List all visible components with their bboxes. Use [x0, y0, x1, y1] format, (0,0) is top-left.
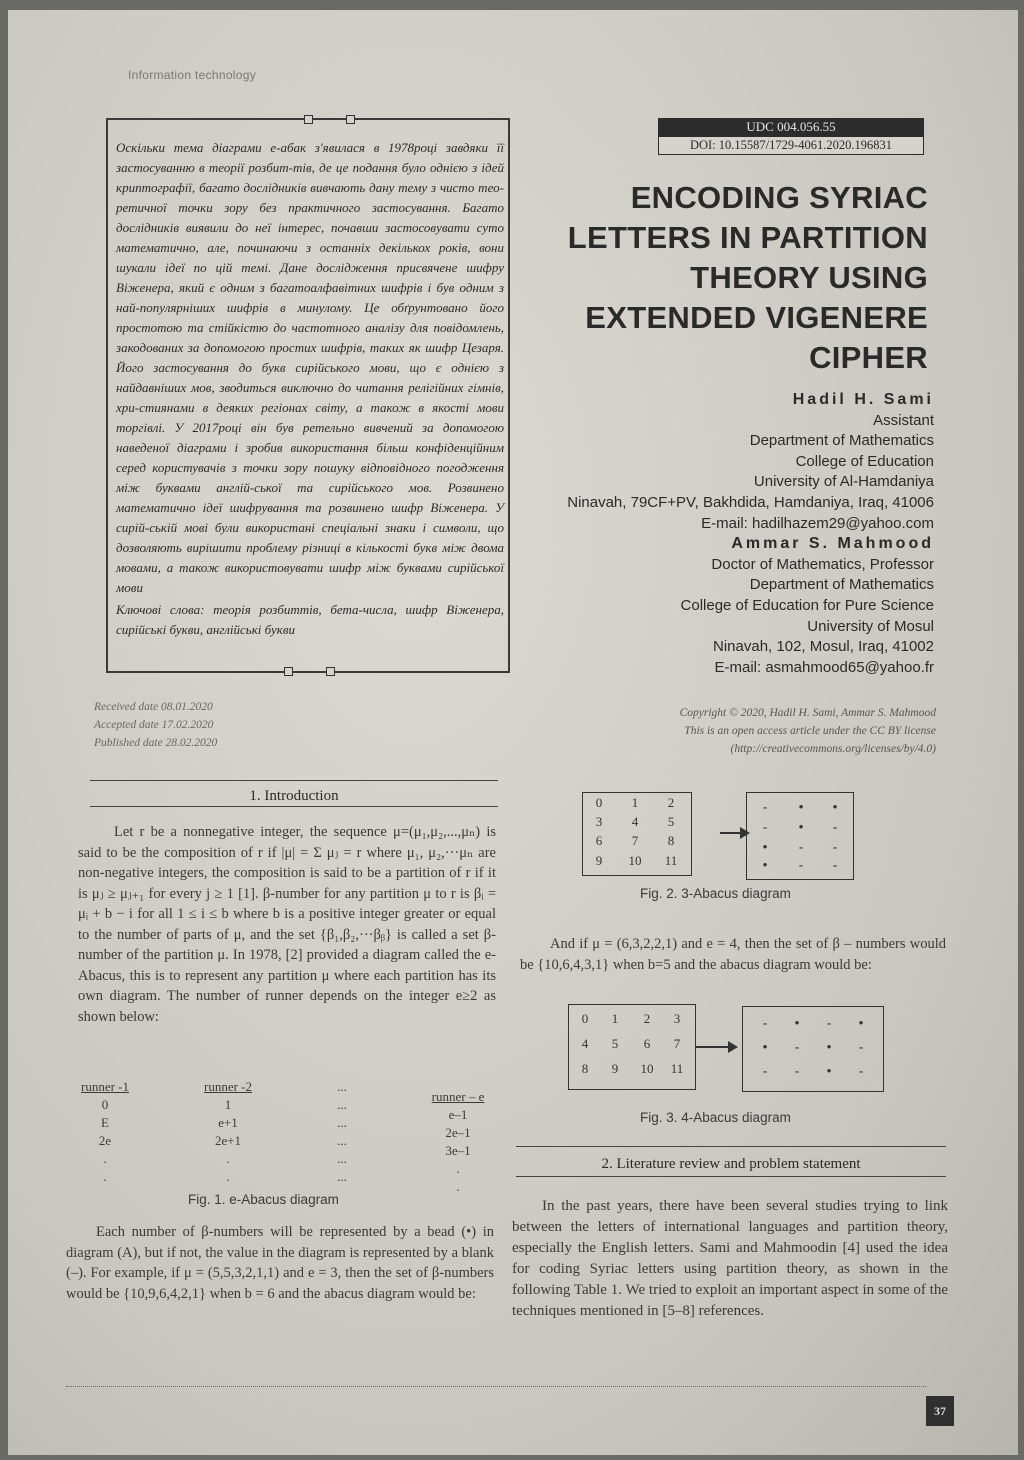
grid-cell: 2 — [643, 1011, 651, 1026]
author-email[interactable]: E-mail: hadilhazem29@yahoo.com — [701, 514, 934, 532]
divider — [516, 1176, 946, 1177]
abstract-text — [116, 138, 504, 640]
abacus-bead: • — [762, 839, 768, 854]
grid-cell: 10 — [640, 1061, 654, 1076]
lit-paragraph: In the past years, there have been several studies trying to link between the letters of international languages and partition theory, especially the English letters. Sami and Mahmoodin [4] used the idea for coding Syriac letters using partition theory, as shown in the following Table 1. We tried to exploit an important aspect in some of the techniques mentioned in [5–8] references. — [512, 1198, 948, 1319]
author-address: Ninavah, 79CF+PV, Bakhdida, Hamdaniya, Iraq, 41006 — [567, 493, 934, 511]
intro-paragraph: Let r be a nonnegative integer, the sequence μ=(μ₁,μ₂,...,μₙ) is said to be the composition of r if |μ| = Σ μⱼ = r where μ₁, μ₂,···μₙ are non-negative integers, the composition is said to be a partition of r if it is μⱼ ≥ μⱼ₊₁ for every j ≥ 1 [1]. β-number for any partition μ to r is βᵢ = μᵢ + b − i for all 1 ≤ i ≤ b where b is a positive integer greater or equal to the number of parts of μ, and the set {β₁,β₂,···βᵦ} is called a set β-number of the partition μ. In 1978, [2] provided a diagram called the e-Abacus, this is to represent any partition μ where each partition has its own diagram. The number of runner depends on the integer e≥2 as shown below: — [78, 824, 496, 1025]
author-department: Department of Mathematics — [749, 432, 934, 450]
intro-paragraph-2: Each number of β-numbers will be represented by a bead (•) in diagram (A), but if not, the value in the diagram is represented by a blank (–). For example, if μ = (5,5,3,2,1,1) and e = 3, then the set of β-numbers would be {10,9,6,4,2,1} when b = 6 and the abacus diagram would be: — [66, 1224, 494, 1302]
udc-box — [658, 118, 924, 155]
runner-cell: e–1 — [448, 1107, 468, 1122]
fig3-caption: Fig. 3. 4-Abacus diagram — [640, 1110, 791, 1125]
box-corner-marker — [284, 667, 293, 676]
abacus-bead: - — [762, 1015, 768, 1030]
grid-cell: 7 — [673, 1036, 681, 1051]
abacus-bead: • — [794, 1015, 800, 1030]
runner-column — [322, 1078, 362, 1186]
runner-header: runner -2 — [203, 1079, 252, 1094]
runner-cell: 1 — [224, 1097, 232, 1112]
title-line: EXTENDED VIGENERE — [585, 300, 928, 335]
runner-cell: E — [101, 1115, 109, 1130]
author-address: Ninavah, 102, Mosul, Iraq, 41002 — [713, 638, 934, 656]
received-date: Received date 08.01.2020 — [94, 701, 213, 713]
published-date: Published date 28.02.2020 — [94, 737, 218, 749]
intro-heading: 1. Introduction — [249, 788, 339, 804]
abacus-bead: - — [858, 1063, 864, 1078]
divider — [90, 806, 498, 807]
grid-cell: 9 — [595, 853, 603, 868]
grid-cell: 8 — [581, 1061, 589, 1076]
runner-cell: ... — [337, 1115, 347, 1130]
runner-header: runner -1 — [80, 1079, 129, 1094]
divider — [90, 780, 498, 781]
author-college: College of Education for Pure Science — [680, 596, 934, 614]
abacus-bead: - — [798, 839, 804, 854]
grid-cell: 11 — [664, 853, 678, 868]
grid-cell: 9 — [611, 1061, 619, 1076]
runner-cell: ... — [337, 1151, 347, 1166]
abacus-paragraph: And if μ = (6,3,2,2,1) and e = 4, then the set of β – numbers would be {10,6,4,3,1} when b=5 and the abacus diagram would be: — [520, 936, 946, 973]
grid-cell: 4 — [581, 1036, 589, 1051]
box-corner-marker — [326, 667, 335, 676]
grid-cell: 6 — [595, 833, 603, 848]
abacus-bead: • — [798, 799, 804, 814]
abacus-bead: - — [798, 857, 804, 872]
abacus-bead: • — [826, 1063, 832, 1078]
box-corner-marker — [346, 115, 355, 124]
grid-cell: 1 — [611, 1011, 619, 1026]
abacus-bead: - — [826, 1015, 832, 1030]
grid-cell: 2 — [667, 795, 675, 810]
author-college: College of Education — [795, 452, 934, 470]
author-email[interactable]: E-mail: asmahmood65@yahoo.fr — [714, 658, 934, 676]
grid-cell: 7 — [631, 833, 639, 848]
grid-cell: 4 — [631, 814, 639, 829]
grid-cell: 5 — [667, 814, 675, 829]
author-department: Department of Mathematics — [749, 576, 934, 594]
abacus-bead: • — [798, 819, 804, 834]
runner-cell: 2e–1 — [445, 1125, 471, 1140]
footer-rule — [66, 1386, 926, 1387]
box-corner-marker — [304, 115, 313, 124]
arrow-icon — [720, 832, 748, 834]
accepted-date: Accepted date 17.02.2020 — [94, 719, 214, 731]
runner-header: ... — [337, 1079, 347, 1094]
abacus-bead: - — [832, 839, 838, 854]
abacus-bead: - — [832, 857, 838, 872]
runner-cell: e+1 — [218, 1115, 238, 1130]
doi-link[interactable]: DOI: 10.15587/1729-4061.2020.196831 — [658, 136, 924, 155]
abacus-bead: • — [826, 1039, 832, 1054]
fig2-abacus — [746, 792, 854, 880]
license-line: This is an open access article under the CC BY license — [684, 725, 936, 737]
license-link[interactable]: (http://creativecommons.org/licenses/by/4.0) — [730, 743, 936, 755]
grid-cell: 8 — [667, 833, 675, 848]
title-line: ENCODING SYRIAC — [630, 180, 928, 215]
journal-page — [8, 10, 1018, 1455]
abacus-bead: • — [832, 799, 838, 814]
abacus-bead: • — [858, 1015, 864, 1030]
abacus-bead: - — [832, 819, 838, 834]
abacus-bead: - — [762, 799, 768, 814]
runner-cell: . — [226, 1169, 230, 1184]
section-header: Information technology — [128, 68, 257, 82]
runner-cell: 2e — [98, 1133, 112, 1148]
page-number: 37 — [926, 1396, 954, 1426]
grid-cell: 5 — [611, 1036, 619, 1051]
divider — [516, 1146, 946, 1147]
abacus-bead: - — [762, 819, 768, 834]
abstract-keywords: Ключові слова: теорія розбиттів, бета-числа, шифр Віженера, сирійські букви, англійські букви — [116, 602, 504, 637]
abacus-bead: - — [794, 1063, 800, 1078]
grid-cell: 6 — [643, 1036, 651, 1051]
grid-cell: 1 — [631, 795, 639, 810]
abacus-bead: - — [762, 1063, 768, 1078]
article-dates — [94, 698, 217, 752]
abacus-bead: - — [794, 1039, 800, 1054]
copyright-notice — [608, 704, 936, 758]
runner-cell: . — [103, 1151, 107, 1166]
grid-cell: 3 — [673, 1011, 681, 1026]
runner-cell: . — [103, 1169, 107, 1184]
udc-code: UDC 004.056.55 — [658, 118, 924, 136]
runner-cell: ... — [337, 1169, 347, 1184]
title-line: CIPHER — [809, 340, 928, 375]
grid-cell: 0 — [595, 795, 603, 810]
abacus-bead: • — [762, 1039, 768, 1054]
runner-column — [70, 1078, 140, 1186]
lit-heading: 2. Literature review and problem statement — [601, 1156, 861, 1172]
title-line: THEORY USING — [690, 260, 928, 295]
runner-cell: . — [226, 1151, 230, 1166]
runner-cell: 3e–1 — [445, 1143, 471, 1158]
author-block — [516, 390, 934, 678]
article-title — [548, 178, 928, 378]
fig3-abacus — [742, 1006, 884, 1092]
arrow-icon — [696, 1046, 736, 1048]
runner-header: runner – e — [431, 1089, 485, 1104]
author-position: Assistant — [873, 411, 934, 429]
title-line: LETTERS IN PARTITION — [567, 220, 928, 255]
abacus-bead: - — [858, 1039, 864, 1054]
fig2-caption: Fig. 2. 3-Abacus diagram — [640, 886, 791, 901]
author-position: Doctor of Mathematics, Professor — [711, 555, 934, 573]
runner-column — [188, 1078, 268, 1186]
runner-cell: ... — [337, 1133, 347, 1148]
grid-cell: 3 — [595, 814, 603, 829]
abacus-bead: • — [762, 857, 768, 872]
copyright-line: Copyright © 2020, Hadil H. Sami, Ammar S. Mahmood — [679, 707, 936, 719]
runner-cell: 2e+1 — [214, 1133, 242, 1148]
runner-cell: . — [456, 1179, 460, 1194]
author-name: Ammar S. Mahmood — [731, 535, 934, 553]
author-university: University of Al-Hamdaniya — [753, 473, 934, 491]
author-name: Hadil H. Sami — [792, 391, 934, 408]
abstract-body: Оскільки тема діаграми е-абак з'явилася в 1978році завдяки її застосуванню в теорії розбит-тів, де це подання було однією з ідей криптографії, багато дослідників вивчають дану тему з чисто тео-ретичної точки зору без практичного застосування. Багато дослідників виявили до неї інтерес, почавши застосовувати суто математично, але, починаючи з останніх декількох років, вони шукали ідеї по цій темі. Дане дослідження присвячене шифру Віженера, який є одним з багатоалфавітних шифрів і був одним з най-популярніших шифрів в минулому. Це обґрунтовано його простотою та стійкістю до частотного аналізу для повідомлень, закодованих за допомогою простих шифрів, таких як шифр Цезаря. Його застосування до букв сирійського мови, що є однією з найдавніших мов, зводиться виключно до читання релігійних гімнів, хри-стиянами в деяких регіонах світу, а також в якості мови торгівлі. У 2017році він був ретельно вивчений за допомогою наведеної діаграми і зробив використання більш конфіденційним серед користувачів з точки зору пошуку відповідного погодження між буквами англій-ської та сирійського мов. Розвинено математично ідеї шифрування та розвинено шифр Віженера. У сирій-ській мові були використані спеціальні знаки і символи, що дозволяють вирішити проблему різниці в кількості букв між двома мовами, а також використовувати шифр між буквами сирійської мови — [116, 140, 504, 595]
runner-cell: 0 — [101, 1097, 109, 1112]
runner-cell: ... — [337, 1097, 347, 1112]
runner-column — [418, 1088, 498, 1196]
author-university: University of Mosul — [807, 617, 934, 635]
grid-cell: 10 — [628, 853, 642, 868]
runner-cell: . — [456, 1161, 460, 1176]
fig2-number-grid — [582, 792, 692, 876]
grid-cell: 11 — [670, 1061, 684, 1076]
fig1-caption: Fig. 1. e-Abacus diagram — [188, 1192, 339, 1207]
grid-cell: 0 — [581, 1011, 589, 1026]
fig3-number-grid — [568, 1004, 696, 1090]
